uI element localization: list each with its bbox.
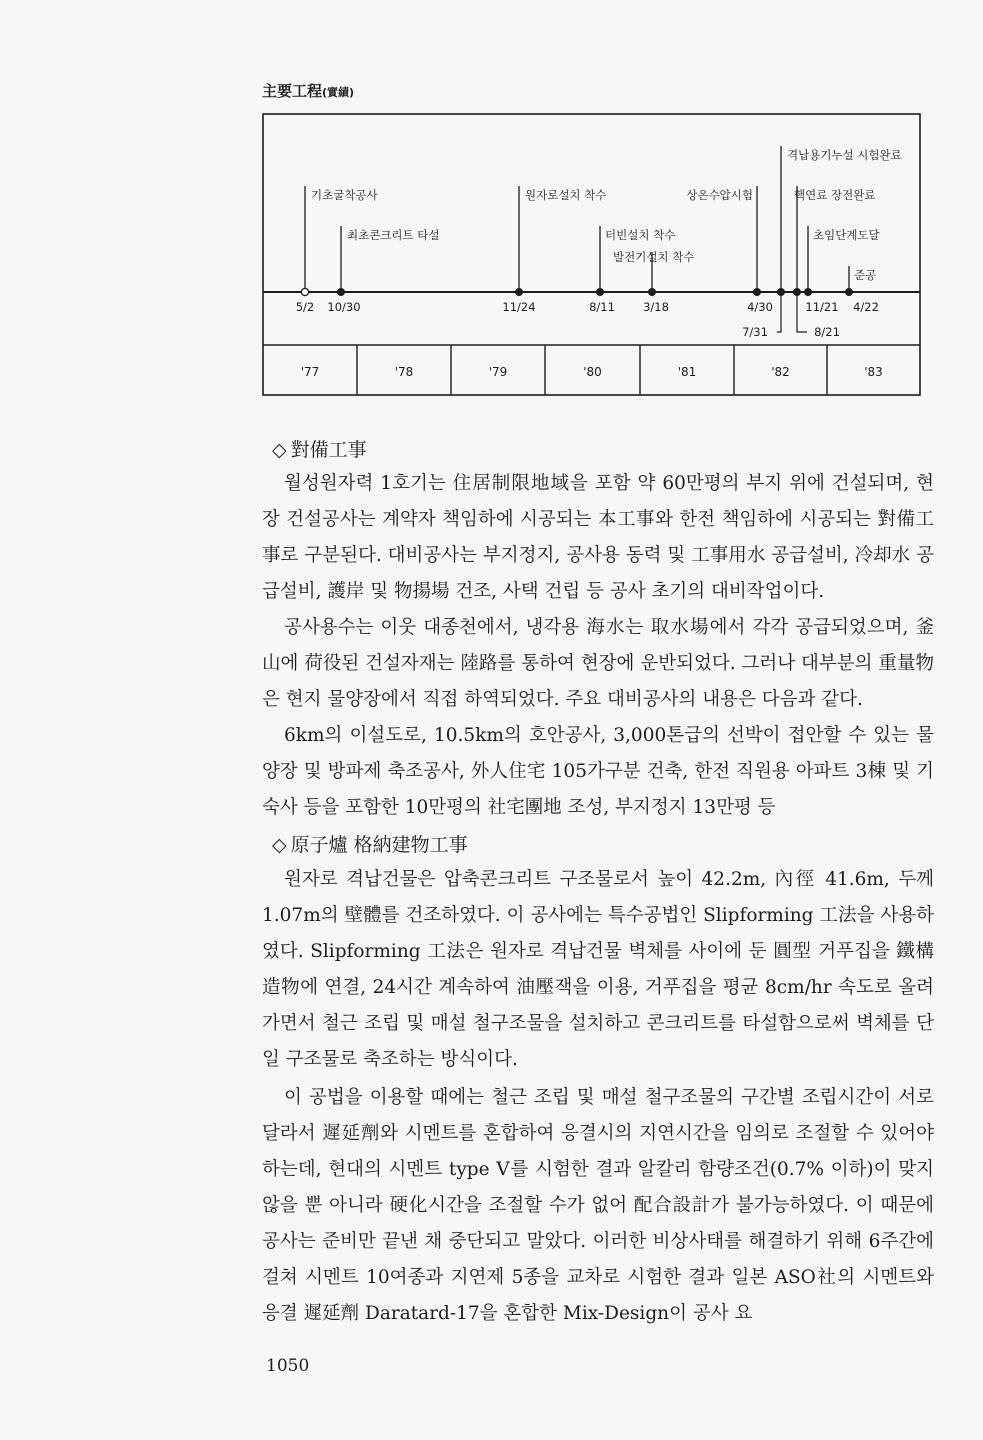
milestone-dot: [515, 288, 523, 296]
milestone-label: 핵연료 장전완료: [794, 188, 876, 202]
page-number: 1050: [266, 1356, 310, 1376]
diamond-icon: ◇: [272, 834, 287, 856]
milestone-date: 4/22: [853, 300, 879, 314]
paragraph-2-1-text: 원자로 격납건물은 압축콘크리트 구조물로서 높이 42.2m, 內徑 41.6m, 두께 1.07m의 壁體를 건조하였다. 이 공사에는 특수공법인 Slipforming 工法을 사용하였다. Slipforming 工法은 원자로 격납건물 벽체를 사이에 둔 圓型 거푸집을 鐵構造物에 연결, 24시간 계속하여 油壓잭을 이용, 거푸집을 평균 8cm/hr 속도로 올려가면서 철근 조립 및 매설 철구조물을 설치하고 콘크리트를 타설함으로써 벽체를 단일 구조물로 축조하는 방식이다.: [262, 869, 934, 1070]
milestone-label: 터빈설치 착수: [605, 228, 676, 242]
year-label: '78: [394, 365, 414, 379]
milestone-date: 10/30: [327, 300, 361, 314]
paragraph-2-2: [262, 1080, 934, 1332]
paragraph-1-1: [262, 466, 934, 610]
milestone-dot: [596, 288, 604, 296]
chart-title-sub: (實績): [322, 86, 355, 99]
milestone-dot: [845, 288, 853, 296]
milestone-label: 최초콘크리트 타설: [347, 228, 440, 242]
year-label: '79: [488, 365, 508, 379]
chart-title-main: 主要工程: [262, 82, 323, 100]
milestone-date: 3/18: [643, 300, 669, 314]
milestone-label: 원자로설치 착수: [525, 188, 607, 202]
milestone-dot: [301, 288, 308, 295]
milestone-date: 11/21: [805, 300, 839, 314]
year-label: '82: [771, 365, 790, 379]
year-label: '77: [300, 365, 320, 379]
milestone-label: 기초굴착공사: [311, 188, 378, 202]
year-cells: [301, 345, 883, 395]
milestone-date: 8/11: [589, 300, 615, 314]
milestone-date: 11/24: [502, 300, 536, 314]
date-connector: [777, 296, 781, 332]
paragraph-1-2-text: 공사용수는 이웃 대종천에서, 냉각용 海水는 取水場에서 각각 공급되었으며, 釜山에 荷役된 건설자재는 陸路를 통하여 현장에 운반되었다. 그러나 대부분의 重量物은 현지 물양장에서 직접 하역되었다. 주요 대비공사의 내용은 다음과 같다.: [262, 617, 934, 710]
diamond-icon: ◇: [272, 439, 287, 461]
paragraph-2-2-text: 이 공법을 이용할 때에는 철근 조립 및 매설 철구조물의 구간별 조립시간이 서로 달라서 遲延劑와 시멘트를 혼합하여 응결시의 지연시간을 임의로 조절할 수 있어야 하는데, 현대의 시멘트 type Ⅴ를 시험한 결과 알칼리 함량조건(0.7% 이하)이 맞지 않을 뿐 아니라 硬化시간을 조절할 수가 없어 配合設計가 불가능하였다. 이 때문에 공사는 준비만 끝낸 채 중단되고 말았다. 이러한 비상사태를 해결하기 위해 6주간에 걸쳐 시멘트 10여종과 지연제 5종을 교차로 시험한 결과 일본 ASO社의 시멘트와 응결 遲延劑 Daratard-17을 혼합한 Mix-Design이 공사 요: [262, 1087, 934, 1324]
milestone-dot: [804, 288, 812, 296]
paragraph-1-3-text: 6km의 이설도로, 10.5km의 호안공사, 3,000톤급의 선박이 접안할 수 있는 물양장 및 방파제 축조공사, 外人住宅 105가구분 건축, 한전 직원용 아파트 3棟 및 기숙사 등을 포함한 10만평의 社宅團地 조성, 부지정지 13만평 등: [262, 725, 934, 818]
paragraph-2-1: [262, 862, 934, 1078]
paragraph-1-2: [262, 610, 934, 718]
milestones: [296, 146, 902, 339]
milestone-label: 격납용기누설 시험완료: [787, 148, 902, 162]
year-label: '80: [583, 365, 602, 379]
section-heading-2: [272, 830, 468, 860]
milestone-label: 초임단계도달: [813, 228, 880, 242]
section-heading-1-text: 對備工事: [290, 439, 367, 461]
milestone-dot: [793, 288, 801, 296]
milestone-date: 4/30: [747, 300, 773, 314]
milestone-dot: [337, 288, 345, 296]
year-label: '83: [864, 365, 883, 379]
paragraph-1-3: [262, 718, 934, 826]
milestone-date: 5/2: [295, 300, 315, 314]
timeline-chart: [0, 0, 983, 400]
paragraph-1-1-text: 월성원자력 1호기는 住居制限地域을 포함 약 60만평의 부지 위에 건설되며, 현장 건설공사는 계약자 책임하에 시공되는 本工事와 한전 책임하에 시공되는 對備工事로 구분된다. 대비공사는 부지정지, 공사용 동력 및 工事用水 공급설비, 冷却水 공급설비, 護岸 및 物揚場 건조, 사택 건립 등 공사 초기의 대비작업이다.: [262, 473, 934, 602]
milestone-dot: [777, 288, 785, 296]
milestone-label: 상온수압시험: [686, 188, 753, 202]
milestone-label: 발전기설치 착수: [613, 250, 695, 264]
year-label: '81: [677, 365, 697, 379]
milestone-label: 준공: [854, 268, 877, 282]
milestone-dot: [648, 288, 656, 296]
section-heading-1: [272, 435, 367, 465]
milestone-dot: [753, 288, 761, 296]
milestone-date: 8/21: [814, 325, 840, 339]
section-heading-2-text: 原子爐 格納建物工事: [290, 834, 468, 856]
milestone-date: 7/31: [742, 325, 768, 339]
